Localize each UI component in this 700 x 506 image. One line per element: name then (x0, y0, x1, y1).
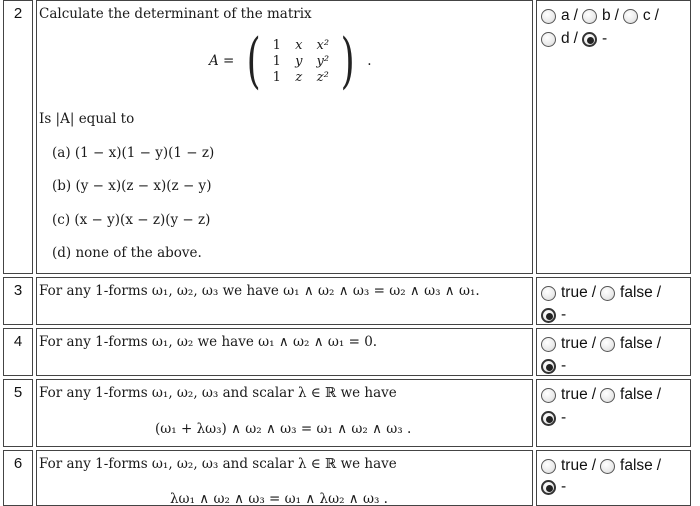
answer-line: - (541, 306, 570, 324)
radio-a[interactable] (541, 9, 556, 24)
radio-false[interactable] (600, 388, 615, 403)
question-text: For any 1-forms ω₁, ω₂, ω₃ and scalar λ ∈ ℝ we have (39, 456, 397, 472)
matrix-cell: y² (316, 53, 330, 69)
question-text-cell (36, 0, 533, 274)
radio-none[interactable] (541, 308, 556, 323)
radio-none[interactable] (541, 480, 556, 495)
question-text: For any 1-forms ω₁, ω₂, ω₃ and scalar λ ∈ ℝ we have (39, 385, 397, 401)
answer-cell (536, 0, 691, 274)
question-number: 4 (13, 333, 23, 350)
question-text: For any 1-forms ω₁, ω₂, ω₃ we have ω₁ ∧ ω₂ ∧ ω₃ = ω₂ ∧ ω₃ ∧ ω₁. (39, 283, 480, 299)
question-formula: (ω₁ + λω₃) ∧ ω₂ ∧ ω₃ = ω₁ ∧ ω₂ ∧ ω₃ . (155, 421, 412, 437)
right-paren: ) (340, 26, 355, 96)
question-number: 2 (13, 5, 23, 22)
radio-true[interactable] (541, 459, 556, 474)
radio-false[interactable] (600, 337, 615, 352)
matrix-cell: 1 (272, 37, 281, 53)
question-number-cell (3, 379, 33, 447)
radio-b[interactable] (582, 9, 597, 24)
answer-line: true / false / (541, 457, 665, 475)
question-text: Calculate the determinant of the matrix (39, 6, 312, 22)
matrix-expression (209, 26, 372, 96)
question-number-cell (3, 0, 33, 274)
radio-d[interactable] (541, 32, 556, 47)
radio-false[interactable] (600, 286, 615, 301)
matrix-cell: z² (316, 69, 329, 85)
option-d: (d) none of the above. (52, 245, 202, 261)
radio-false[interactable] (600, 459, 615, 474)
question-text-cell (36, 277, 533, 325)
answer-line: d / - (541, 30, 611, 48)
radio-c[interactable] (623, 9, 638, 24)
question-text-cell (36, 450, 533, 506)
answer-cell (536, 379, 691, 447)
radio-none[interactable] (541, 359, 556, 374)
question-number: 3 (13, 282, 23, 299)
radio-true[interactable] (541, 286, 556, 301)
answer-line: true / false / (541, 386, 665, 404)
answer-line: - (541, 409, 570, 427)
radio-true[interactable] (541, 337, 556, 352)
answer-line: true / false / (541, 284, 665, 302)
question-number-cell (3, 277, 33, 325)
question-prompt: Is |A| equal to (39, 111, 135, 127)
matrix-lhs: A = (209, 53, 235, 69)
matrix-grid (266, 38, 336, 85)
question-row (0, 328, 694, 376)
left-paren: ( (247, 26, 262, 96)
matrix-cell: 1 (272, 53, 281, 69)
matrix-cell: x² (316, 37, 330, 53)
radio-none[interactable] (582, 32, 597, 47)
question-row (0, 450, 694, 506)
question-number-cell (3, 450, 33, 506)
answer-cell (536, 450, 691, 506)
question-number-cell (3, 328, 33, 376)
question-row (0, 379, 694, 447)
question-number: 6 (13, 455, 23, 472)
radio-none[interactable] (541, 411, 556, 426)
answer-cell (536, 328, 691, 376)
question-text: For any 1-forms ω₁, ω₂ we have ω₁ ∧ ω₂ ∧ ω₁ = 0. (39, 334, 378, 350)
question-number: 5 (13, 384, 23, 401)
matrix-cell: x (295, 37, 303, 53)
matrix-period: . (367, 53, 372, 69)
option-a: (a) (1 − x)(1 − y)(1 − z) (52, 145, 215, 161)
answer-line: - (541, 357, 570, 375)
option-b: (b) (y − x)(z − x)(z − y) (52, 178, 212, 194)
radio-true[interactable] (541, 388, 556, 403)
matrix-cell: 1 (272, 69, 281, 85)
matrix-cell: y (295, 53, 303, 69)
matrix-cell: z (295, 69, 303, 85)
answer-line: true / false / (541, 335, 665, 353)
option-c: (c) (x − y)(x − z)(y − z) (52, 212, 211, 228)
question-text-cell (36, 379, 533, 447)
answer-cell (536, 277, 691, 325)
answer-line: - (541, 478, 570, 496)
answer-line: a / b / c / (541, 7, 663, 25)
question-row (0, 277, 694, 325)
question-formula: λω₁ ∧ ω₂ ∧ ω₃ = ω₁ ∧ λω₂ ∧ ω₃ . (170, 491, 388, 506)
question-text-cell (36, 328, 533, 376)
